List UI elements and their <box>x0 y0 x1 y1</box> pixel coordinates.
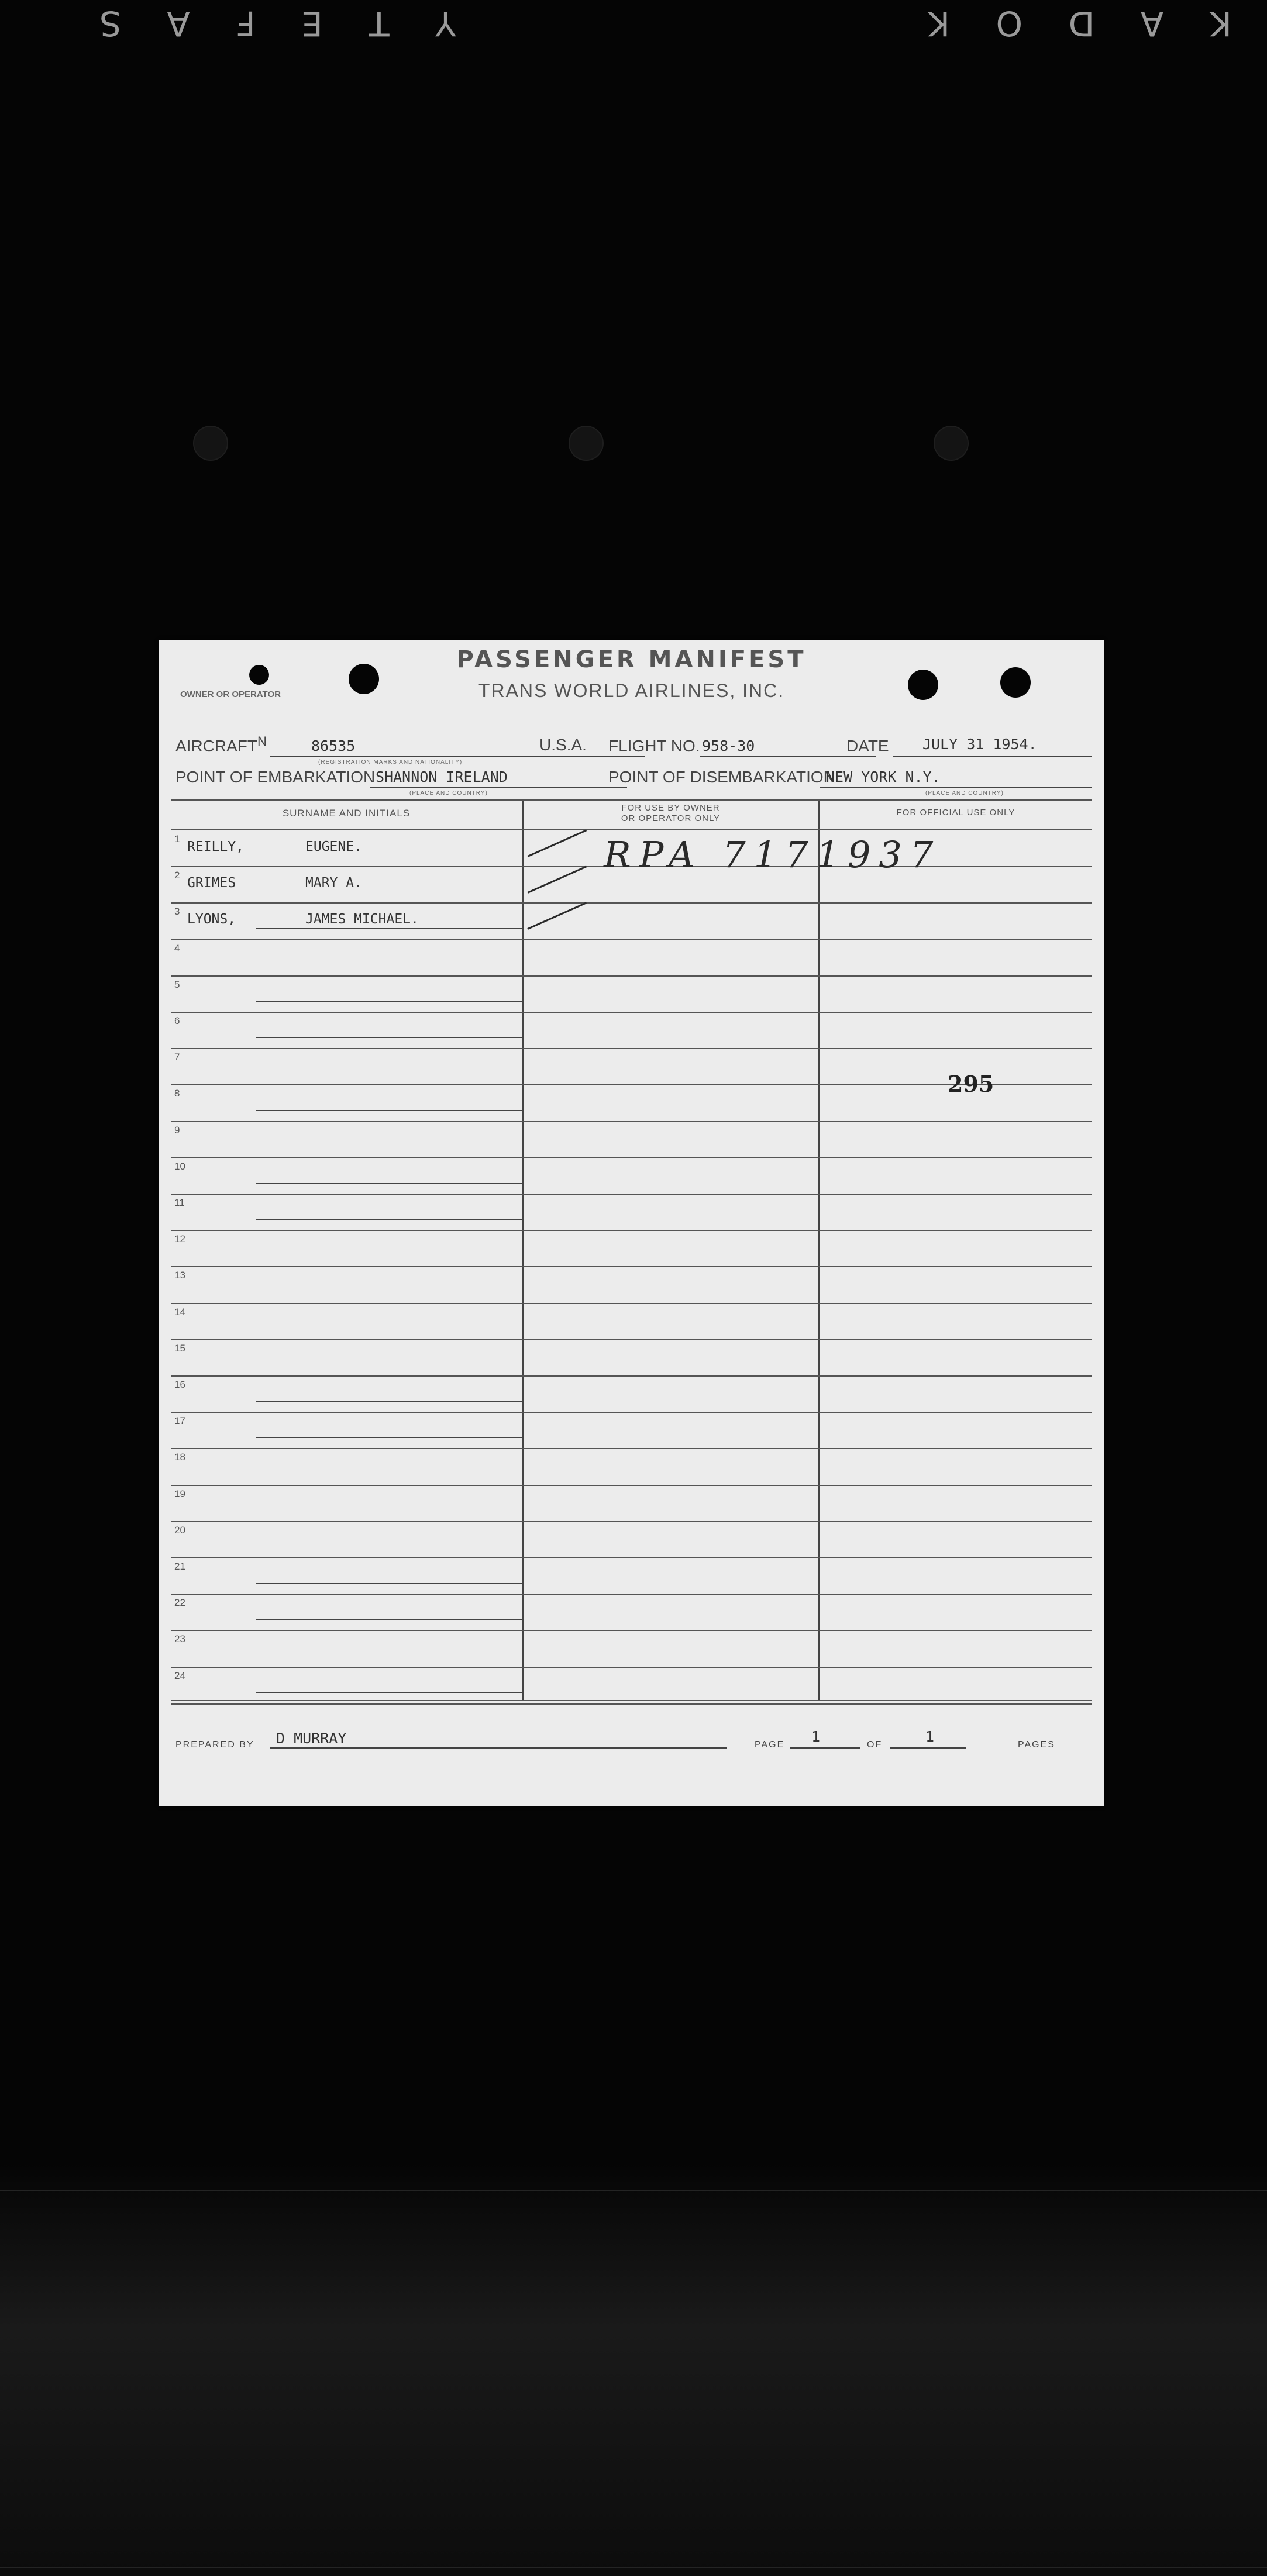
given-name-underline <box>256 1110 522 1111</box>
aircraft-value: 86535 <box>311 737 356 754</box>
column-divider <box>818 801 820 1701</box>
column-divider <box>522 801 524 1701</box>
embarkation-label: POINT OF EMBARKATION <box>175 768 376 786</box>
row-number: 7 <box>174 1051 180 1063</box>
flight-underline <box>700 756 876 757</box>
col-header-official-use: FOR OFFICIAL USE ONLY <box>896 808 1015 818</box>
given-name-underline <box>256 1219 522 1220</box>
row-rule <box>171 1339 1092 1340</box>
check-mark <box>527 829 587 857</box>
manifest-title: PASSENGER MANIFEST <box>456 646 807 673</box>
date-underline <box>893 756 1092 757</box>
row-rule <box>171 1194 1092 1195</box>
row-number: 8 <box>174 1088 180 1099</box>
film-hole <box>193 426 228 461</box>
passenger-surname: GRIMES <box>187 875 236 891</box>
given-name-underline <box>256 1037 522 1038</box>
flight-value: 958-30 <box>702 737 755 754</box>
embarkation-underline <box>370 787 627 788</box>
film-grain <box>0 2164 1267 2576</box>
page-label: PAGE <box>755 1740 785 1750</box>
passenger-manifest-sheet <box>159 640 1104 1806</box>
row-number: 1 <box>174 833 180 844</box>
row-number: 11 <box>174 1197 185 1208</box>
row-rule <box>171 1594 1092 1595</box>
prepared-value: D MURRAY <box>276 1730 347 1747</box>
row-number: 9 <box>174 1124 180 1136</box>
disembarkation-underline <box>820 787 1092 788</box>
handwritten-note: RPA 7171937 <box>604 833 942 876</box>
table-bottom-border <box>171 1703 1092 1705</box>
film-edge-text-right: K A D O K <box>910 4 1232 43</box>
row-number: 19 <box>174 1488 185 1499</box>
passenger-given-name: MARY A. <box>305 875 362 891</box>
row-number: 12 <box>174 1233 185 1245</box>
row-rule <box>171 1303 1092 1304</box>
aircraft-underline <box>270 756 645 757</box>
owner-label: OWNER OR OPERATOR <box>180 689 281 699</box>
row-rule <box>171 1048 1092 1049</box>
page-underline <box>790 1747 860 1749</box>
row-number: 18 <box>174 1451 185 1463</box>
given-name-underline <box>256 1619 522 1620</box>
row-number: 13 <box>174 1270 185 1281</box>
prepared-label: PREPARED BY <box>175 1740 254 1750</box>
given-name-underline <box>256 1437 522 1438</box>
passenger-surname: REILLY, <box>187 839 244 854</box>
row-rule <box>171 1012 1092 1013</box>
embarkation-note: (PLACE AND COUNTRY) <box>409 790 488 796</box>
of-underline <box>890 1747 966 1749</box>
col-header-owner-use-2: OR OPERATOR ONLY <box>621 813 721 823</box>
row-number: 3 <box>174 906 180 918</box>
date-label: DATE <box>846 737 889 755</box>
film-line <box>0 2190 1267 2191</box>
row-rule <box>171 1412 1092 1413</box>
row-rule <box>171 1630 1092 1631</box>
row-rule <box>171 1521 1092 1522</box>
passenger-given-name: EUGENE. <box>305 839 362 854</box>
table-bottom-border <box>171 1700 1092 1701</box>
disembarkation-note: (PLACE AND COUNTRY) <box>925 790 1004 796</box>
airline-name: TRANS WORLD AIRLINES, INC. <box>478 680 785 701</box>
passenger-given-name: JAMES MICHAEL. <box>305 912 419 927</box>
film-line <box>0 2567 1267 2568</box>
check-mark <box>527 902 587 930</box>
row-number: 10 <box>174 1160 185 1172</box>
row-number: 24 <box>174 1670 185 1681</box>
row-number: 16 <box>174 1379 185 1390</box>
row-rule <box>171 1266 1092 1267</box>
row-number: 20 <box>174 1524 185 1536</box>
nationality-value: U.S.A. <box>539 736 587 754</box>
row-number: 15 <box>174 1342 185 1354</box>
given-name-underline <box>256 1583 522 1584</box>
given-name-underline <box>256 1692 522 1693</box>
row-number: 22 <box>174 1597 185 1609</box>
aircraft-label: AIRCRAFT <box>175 737 257 755</box>
embarkation-value: SHANNON IRELAND <box>376 768 508 785</box>
official-stamp-number: 295 <box>948 1071 994 1097</box>
table-top-border <box>171 799 1092 801</box>
registration-note: (REGISTRATION MARKS AND NATIONALITY) <box>318 759 463 765</box>
disembarkation-value: NEW YORK N.Y. <box>826 768 941 785</box>
page-value: 1 <box>811 1728 821 1745</box>
col-header-owner-use-1: FOR USE BY OWNER <box>621 803 720 813</box>
film-hole <box>569 426 604 461</box>
header-rule <box>171 829 1092 830</box>
row-rule <box>171 939 1092 940</box>
row-number: 2 <box>174 870 180 881</box>
given-name-underline <box>256 1183 522 1184</box>
prepared-underline <box>270 1747 727 1749</box>
row-rule <box>171 1485 1092 1486</box>
row-rule <box>171 1121 1092 1122</box>
pages-label: PAGES <box>1018 1740 1055 1750</box>
row-number: 17 <box>174 1415 185 1427</box>
row-rule <box>171 1230 1092 1231</box>
aircraft-no-label: N <box>257 734 267 749</box>
of-label: OF <box>867 1740 883 1750</box>
given-name-underline <box>256 928 522 929</box>
film-edge-text-left: Y T E F A S <box>82 4 456 43</box>
row-rule <box>171 975 1092 977</box>
row-rule <box>171 1448 1092 1449</box>
of-value: 1 <box>925 1728 935 1745</box>
passenger-surname: LYONS, <box>187 912 236 927</box>
disembarkation-label: POINT OF DISEMBARKATION <box>608 768 835 786</box>
row-rule <box>171 1667 1092 1668</box>
given-name-underline <box>256 1001 522 1002</box>
row-rule <box>171 1375 1092 1377</box>
row-rule <box>171 1557 1092 1558</box>
check-mark <box>527 866 587 894</box>
row-number: 4 <box>174 942 180 954</box>
date-value: JULY 31 1954. <box>922 736 1037 753</box>
row-number: 23 <box>174 1633 185 1645</box>
row-rule <box>171 902 1092 904</box>
row-rule <box>171 1157 1092 1158</box>
given-name-underline <box>256 1401 522 1402</box>
film-edge-banner <box>0 0 1267 47</box>
row-number: 14 <box>174 1306 185 1318</box>
col-header-surname: SURNAME AND INITIALS <box>282 808 411 819</box>
row-number: 6 <box>174 1015 180 1026</box>
flight-label: FLIGHT NO. <box>608 737 700 755</box>
row-number: 5 <box>174 978 180 990</box>
row-number: 21 <box>174 1561 185 1572</box>
film-hole <box>934 426 969 461</box>
